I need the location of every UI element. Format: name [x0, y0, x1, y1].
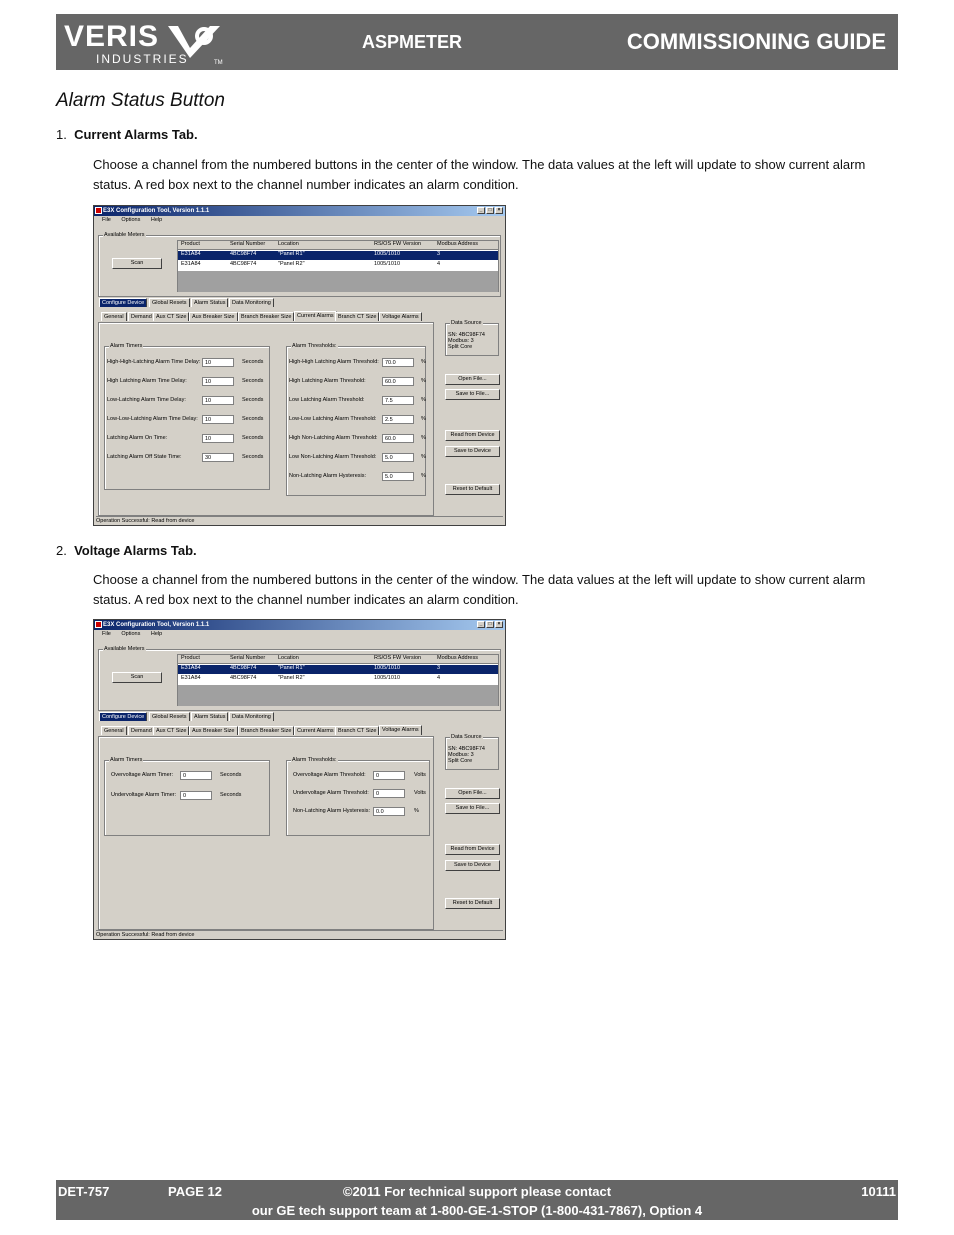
alarm-unit-label: %: [421, 435, 426, 441]
section-title: Alarm Status Button: [56, 90, 225, 111]
save-to-device-button[interactable]: Save to Device: [445, 860, 500, 871]
step-2-text: Choose a channel from the numbered buttons in the center of the window. The data values at the left will update to show current alarm status. A red box next to the channel number indicates an alarm condition.: [93, 572, 866, 607]
tab-branch-ct-size[interactable]: Branch CT Size: [335, 312, 379, 321]
tab-aux-ct-size[interactable]: Aux CT Size: [153, 312, 189, 321]
close-icon[interactable]: ×: [495, 621, 503, 628]
veris-logo: [64, 20, 234, 66]
alarm-field-label: Low-Low-Latching Alarm Time Delay:: [107, 416, 198, 422]
open-file-button[interactable]: Open File...: [445, 788, 500, 799]
menu-options[interactable]: Options: [121, 217, 141, 223]
save-to-device-button[interactable]: Save to Device: [445, 446, 500, 457]
open-file-button[interactable]: Open File...: [445, 374, 500, 385]
step-number: 2.: [56, 543, 67, 558]
alarm-field-label: Low-Latching Alarm Time Delay:: [107, 397, 186, 403]
data-source-sn: SN: 4BC98F74: [448, 746, 485, 752]
logo-trademark: TM: [214, 60, 223, 66]
reset-to-default-button[interactable]: Reset to Default: [445, 898, 500, 909]
table-cell: 4BC98F74: [230, 665, 257, 671]
alarm-value-input[interactable]: 70.0: [382, 358, 414, 367]
table-row[interactable]: [178, 251, 498, 260]
tab-data-monitoring[interactable]: Data Monitoring: [229, 712, 274, 721]
tab-branch-breaker-size[interactable]: Branch Breaker Size: [238, 726, 294, 735]
alarm-unit-label: Seconds: [242, 397, 264, 403]
table-cell: 1005/1010: [374, 251, 400, 257]
alarm-unit-label: Seconds: [242, 378, 264, 384]
table-header: [178, 241, 498, 250]
menu-file[interactable]: File: [102, 631, 111, 637]
alarm-value-input[interactable]: 30: [202, 453, 234, 462]
tab-demand[interactable]: Demand: [128, 312, 155, 321]
alarm-value-input[interactable]: 10: [202, 415, 234, 424]
tab-aux-breaker-size[interactable]: Aux Breaker Size: [189, 726, 238, 735]
tab-branch-breaker-size[interactable]: Branch Breaker Size: [238, 312, 294, 321]
tab-voltage-alarms[interactable]: Voltage Alarms: [379, 725, 422, 735]
data-source-split: Split Core: [448, 758, 473, 764]
window-titlebar: [94, 206, 505, 216]
step-1-heading: [56, 127, 198, 142]
data-source-split: Split Core: [448, 344, 473, 350]
page-number: PAGE 12: [168, 1184, 222, 1199]
alarm-field-label: Latching Alarm Off State Time:: [107, 454, 182, 460]
table-empty-area: [178, 271, 498, 292]
data-source-group: [445, 320, 499, 356]
alarm-field-label: Undervoltage Alarm Threshold:: [293, 790, 369, 796]
alarm-value-input[interactable]: 60.0: [382, 377, 414, 386]
meters-table: [177, 240, 499, 292]
save-to-file-button[interactable]: Save to File...: [445, 389, 500, 400]
alarm-value-input[interactable]: 10: [202, 434, 234, 443]
alarm-value-input[interactable]: 0: [373, 771, 405, 780]
status-bar: Operation Successful: Read from device: [96, 930, 503, 938]
alarm-field-label: Overvoltage Alarm Timer:: [111, 772, 174, 778]
tab-voltage-alarms[interactable]: Voltage Alarms: [379, 312, 422, 321]
table-cell: 4: [437, 261, 441, 267]
alarm-unit-label: %: [421, 454, 426, 460]
scan-button[interactable]: Scan: [112, 258, 162, 269]
status-bar: Operation Successful: Read from device: [96, 516, 503, 524]
tab-current-alarms[interactable]: Current Alarms: [294, 726, 337, 735]
doc-code: 10111: [861, 1184, 896, 1199]
guide-title: COMMISSIONING GUIDE: [626, 29, 886, 54]
data-source-label: Data Source: [451, 320, 482, 326]
column-header[interactable]: Location: [278, 241, 299, 247]
available-meters-group: [98, 232, 501, 297]
logo-wordmark: VERIS: [64, 20, 160, 53]
alarm-value-input[interactable]: 0: [180, 791, 212, 800]
alarm-unit-label: Volts: [414, 772, 426, 778]
alarm-unit-label: %: [421, 473, 426, 479]
table-cell: 4BC98F74: [230, 675, 257, 681]
column-header[interactable]: Location: [278, 655, 299, 661]
tab-current-alarms[interactable]: Current Alarms: [294, 311, 337, 321]
alarm-field-label: Non-Latching Alarm Hysteresis:: [293, 808, 371, 814]
table-cell: 1005/1010: [374, 261, 400, 267]
tab-general[interactable]: General: [101, 726, 127, 735]
table-cell: E31A84: [181, 675, 201, 681]
alarm-value-input[interactable]: 0: [373, 789, 405, 798]
read-from-device-button[interactable]: Read from Device: [445, 844, 500, 855]
alarm-unit-label: %: [421, 359, 426, 365]
alarm-field-label: Low Latching Alarm Threshold:: [289, 397, 365, 403]
close-icon[interactable]: ×: [495, 207, 503, 214]
meters-table: [177, 654, 499, 706]
alarm-value-input[interactable]: 60.0: [382, 434, 414, 443]
support-line-2: our GE tech support team at 1-800-GE-1-STOP (1-800-431-7867), Option 4: [251, 1203, 703, 1218]
column-header[interactable]: Serial Number: [230, 241, 266, 247]
table-header: [178, 655, 498, 664]
product-name: ASPMETER: [362, 32, 463, 52]
alarm-field-label: Non-Latching Alarm Hysteresis:: [289, 473, 367, 479]
alarm-value-input[interactable]: 7.5: [382, 396, 414, 405]
alarm-unit-label: %: [421, 397, 426, 403]
menu-bar: [102, 631, 171, 637]
alarm-field-label: High Latching Alarm Threshold:: [289, 378, 366, 384]
support-line-1: ©2011 For technical support please contact: [342, 1184, 612, 1199]
menu-bar: [102, 217, 171, 223]
read-from-device-button[interactable]: Read from Device: [445, 430, 500, 441]
maximize-icon[interactable]: □: [486, 207, 494, 214]
app-icon: [95, 621, 102, 628]
tab-alarm-status[interactable]: Alarm Status: [191, 298, 228, 307]
tab-data-monitoring[interactable]: Data Monitoring: [229, 298, 274, 307]
alarm-thresholds-label: Alarm Thresholds:: [292, 343, 337, 349]
table-row[interactable]: [178, 675, 498, 684]
alarm-field-label: Undervoltage Alarm Timer:: [111, 792, 177, 798]
alarm-field-label: Latching Alarm On Time:: [107, 435, 168, 441]
column-header[interactable]: Serial Number: [230, 655, 266, 661]
alarm-unit-label: %: [421, 416, 426, 422]
table-cell: "Panel R1": [278, 665, 305, 671]
step-2-heading: [56, 543, 197, 558]
table-cell: E31A84: [181, 251, 201, 257]
alarm-timers-label: Alarm Timers: [110, 343, 143, 349]
alarm-timers-label: Alarm Timers: [110, 757, 143, 763]
alarm-unit-label: Seconds: [242, 454, 264, 460]
alarm-field-label: Overvoltage Alarm Threshold:: [293, 772, 366, 778]
alarm-field-label: Low Non-Latching Alarm Threshold:: [289, 454, 377, 460]
table-cell: E31A84: [181, 665, 201, 671]
maximize-icon[interactable]: □: [486, 621, 494, 628]
alarm-value-input[interactable]: 2.5: [382, 415, 414, 424]
available-meters-label: Available Meters: [104, 232, 145, 238]
menu-file[interactable]: File: [102, 217, 111, 223]
table-cell: 4BC98F74: [230, 261, 257, 267]
alarm-unit-label: Seconds: [242, 359, 264, 365]
alarm-field-label: Low-Low Latching Alarm Threshold:: [289, 416, 377, 422]
scan-button[interactable]: Scan: [112, 672, 162, 683]
column-header[interactable]: Modbus Address: [437, 655, 478, 661]
table-cell: 3: [437, 665, 441, 671]
reset-to-default-button[interactable]: Reset to Default: [445, 484, 500, 495]
menu-options[interactable]: Options: [121, 631, 141, 637]
alarm-value-input[interactable]: 5.0: [382, 472, 414, 481]
column-header[interactable]: RS/OS FW Version: [374, 241, 422, 247]
tab-general[interactable]: General: [101, 312, 127, 321]
alarm-unit-label: Seconds: [242, 435, 264, 441]
menu-help[interactable]: Help: [150, 631, 163, 637]
tab-global-resets[interactable]: Global Resets: [149, 298, 190, 307]
table-cell: 4: [437, 675, 441, 681]
column-header[interactable]: RS/OS FW Version: [374, 655, 422, 661]
alarm-unit-label: Volts: [414, 790, 426, 796]
doc-number: DET-757: [58, 1184, 110, 1199]
save-to-file-button[interactable]: Save to File...: [445, 803, 500, 814]
alarm-field-label: High Latching Alarm Time Delay:: [107, 378, 187, 384]
tab-demand[interactable]: Demand: [128, 726, 155, 735]
minimize-icon[interactable]: _: [477, 621, 485, 628]
alarm-value-input[interactable]: 10: [202, 358, 234, 367]
table-row[interactable]: [178, 665, 498, 674]
alarm-field-label: High-High-Latching Alarm Time Delay:: [107, 359, 201, 365]
table-cell: 3: [437, 251, 441, 257]
alarm-value-input[interactable]: 10: [202, 396, 234, 405]
table-cell: 1005/1010: [374, 665, 400, 671]
logo-subtitle: INDUSTRIES: [96, 52, 189, 66]
column-header[interactable]: Product: [181, 241, 200, 247]
data-source-group: [445, 734, 499, 770]
alarm-unit-label: %: [414, 808, 419, 814]
alarm-unit-label: Seconds: [220, 792, 242, 798]
table-cell: 4BC98F74: [230, 251, 257, 257]
data-source-modbus: Modbus: 3: [448, 752, 474, 758]
data-source-modbus: Modbus: 3: [448, 338, 474, 344]
window-titlebar: [94, 620, 505, 630]
alarm-field-label: High-High Latching Alarm Threshold:: [289, 359, 379, 365]
table-cell: "Panel R2": [278, 675, 305, 681]
data-source-sn: SN: 4BC98F74: [448, 332, 485, 338]
window-title: E3X Configuration Tool, Version 1.1.1: [103, 622, 210, 628]
table-cell: "Panel R1": [278, 251, 305, 257]
menu-help[interactable]: Help: [150, 217, 163, 223]
page-footer: [56, 1180, 898, 1220]
tab-configure-device[interactable]: Configure Device: [99, 298, 147, 307]
window-title: E3X Configuration Tool, Version 1.1.1: [103, 208, 210, 214]
alarm-value-input[interactable]: 0.0: [373, 807, 405, 816]
data-source-label: Data Source: [451, 734, 482, 740]
minimize-icon[interactable]: _: [477, 207, 485, 214]
available-meters-label: Available Meters: [104, 646, 145, 652]
page-header: [56, 14, 898, 70]
tab-aux-breaker-size[interactable]: Aux Breaker Size: [189, 312, 238, 321]
tab-branch-ct-size[interactable]: Branch CT Size: [335, 726, 379, 735]
alarm-value-input[interactable]: 5.0: [382, 453, 414, 462]
table-cell: 1005/1010: [374, 675, 400, 681]
alarm-unit-label: %: [421, 378, 426, 384]
tab-alarm-status[interactable]: Alarm Status: [191, 712, 228, 721]
tab-aux-ct-size[interactable]: Aux CT Size: [153, 726, 189, 735]
table-empty-area: [178, 685, 498, 706]
table-row[interactable]: [178, 261, 498, 270]
alarm-value-input[interactable]: 10: [202, 377, 234, 386]
available-meters-group: [98, 646, 501, 711]
app-icon: [95, 207, 102, 214]
column-header[interactable]: Product: [181, 655, 200, 661]
alarm-unit-label: Seconds: [242, 416, 264, 422]
tab-global-resets[interactable]: Global Resets: [149, 712, 190, 721]
alarm-unit-label: Seconds: [220, 772, 242, 778]
step-title: Current Alarms Tab.: [74, 127, 198, 142]
alarm-thresholds-label: Alarm Thresholds:: [292, 757, 337, 763]
config-tool-window-current-alarms: [93, 205, 506, 526]
config-tool-window-voltage-alarms: [93, 619, 506, 940]
alarm-value-input[interactable]: 0: [180, 771, 212, 780]
step-1-text: Choose a channel from the numbered buttons in the center of the window. The data values at the left will update to show current alarm status. A red box next to the channel number indicates an alarm condition.: [93, 157, 866, 192]
alarm-field-label: High Non-Latching Alarm Threshold:: [289, 435, 378, 441]
table-cell: E31A84: [181, 261, 201, 267]
column-header[interactable]: Modbus Address: [437, 241, 478, 247]
table-cell: "Panel R2": [278, 261, 305, 267]
tab-configure-device[interactable]: Configure Device: [99, 712, 147, 721]
step-number: 1.: [56, 127, 67, 142]
step-title: Voltage Alarms Tab.: [74, 543, 197, 558]
